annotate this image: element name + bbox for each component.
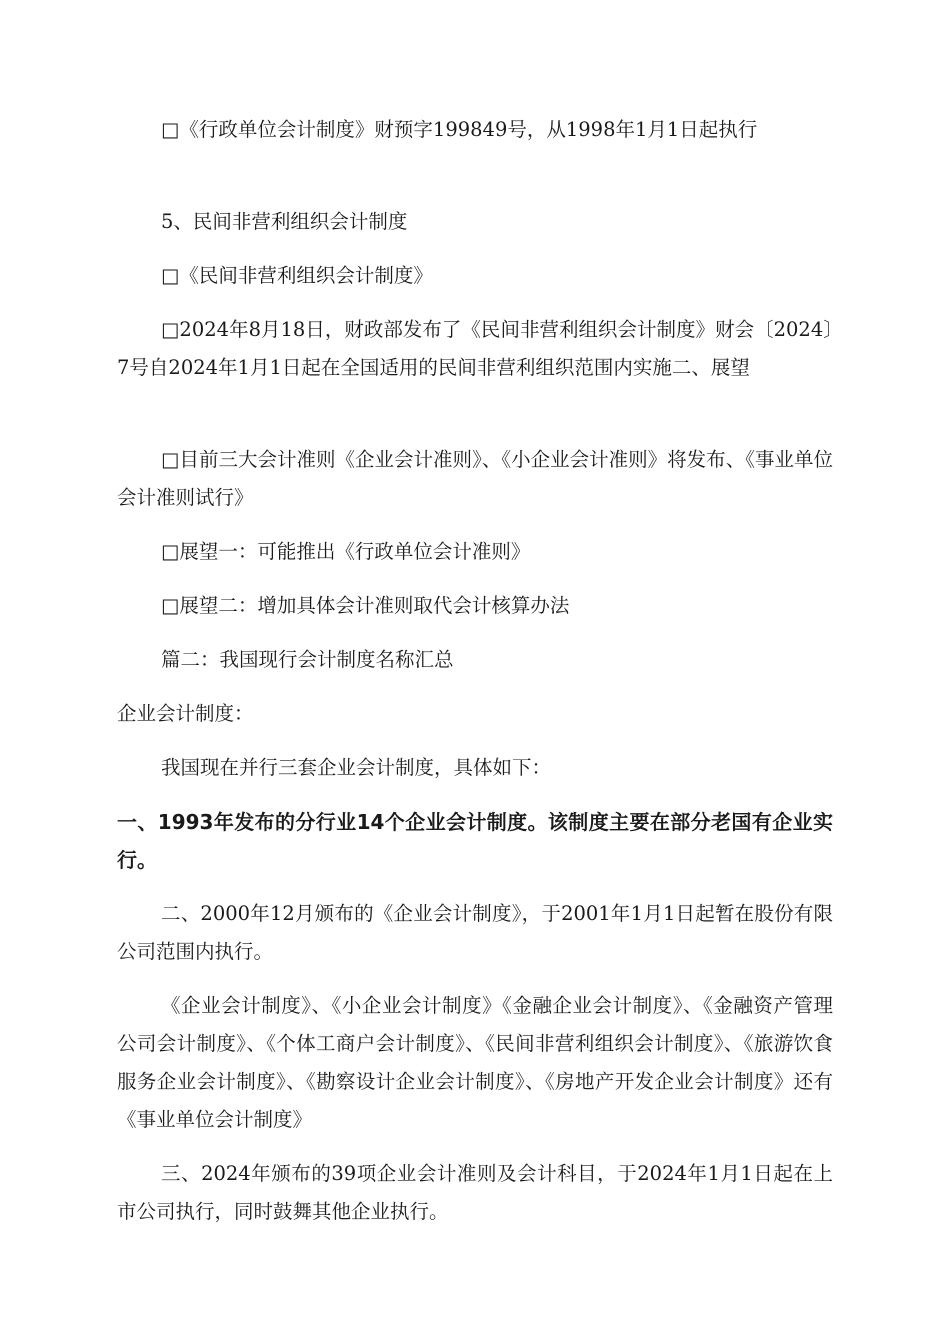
paragraph-item-one-bold: 一、1993年发布的分行业14个企业会计制度。该制度主要在部分老国有企业实行。 — [117, 810, 833, 872]
paragraph-outlook-two: □展望二：增加具体会计准则取代会计核算办法 — [161, 594, 570, 617]
paragraph-section-5-heading: 5、民间非营利组织会计制度 — [161, 210, 408, 233]
paragraph-enterprise-system-heading: 企业会计制度： — [117, 702, 254, 725]
paragraph-item-three: 三、2024年颁布的39项企业会计准则及会计科目，于2024年1月1日起在上市公司执行，同时鼓舞其他企业执行。 — [117, 1162, 833, 1223]
paragraph-three-standards: □目前三大会计准则《企业会计准则》、《小企业会计准则》将发布、《事业单位会计准则试行》 — [117, 448, 833, 509]
paragraph-npo-system-release: □2024年8月18日，财政部发布了《民间非营利组织会计制度》财会〔2024〕7号自2024年1月1日起在全国适用的民间非营利组织范围内实施二、展望 — [117, 318, 833, 379]
paragraph-item-two: 二、2000年12月颁布的《企业会计制度》，于2001年1月1日起暂在股份有限公司范围内执行。 — [117, 902, 833, 963]
paragraph-outlook-one: □展望一：可能推出《行政单位会计准则》 — [161, 540, 531, 563]
paragraph-system-list: 《企业会计制度》、《小企业会计制度》《金融企业会计制度》、《金融资产管理公司会计制度》、《个体工商户会计制度》、《民间非营利组织会计制度》、《旅游饮食服务企业会计制度》、《勘察设计企业会计制度》、《房地产开发企业会计制度》还有《事业单位会计制度》 — [117, 994, 833, 1131]
paragraph-article-two-title: 篇二：我国现行会计制度名称汇总 — [161, 648, 454, 671]
paragraph-administrative-system: □《行政单位会计制度》财预字199849号，从1998年1月1日起执行 — [161, 118, 758, 141]
paragraph-npo-system-title: □《民间非营利组织会计制度》 — [161, 264, 433, 287]
paragraph-three-sets-intro: 我国现在并行三套企业会计制度，具体如下： — [161, 756, 552, 779]
